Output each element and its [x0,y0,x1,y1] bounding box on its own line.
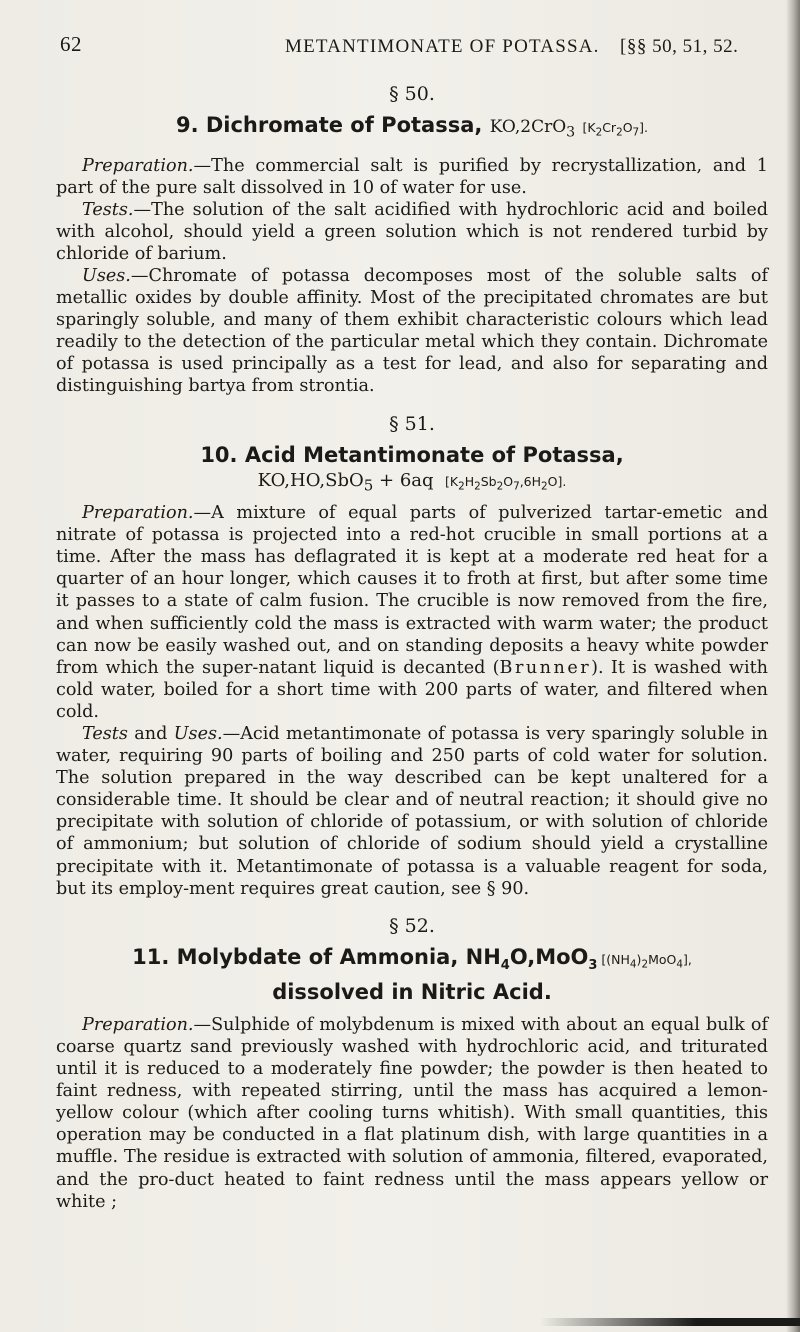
preparation-paragraph: Preparation.—A mixture of equal parts of pulverized tartar-emetic and nitrate of potassa is projected into a red-hot crucible in small portions at a time. After the mass has deflagrated it is kept at a moderate red heat for a quarter of an hour longer, which causes it to froth at first, but after some time it passes to a state of calm fusion. The crucible is now removed from the fire, and when sufficiently cold the mass is extracted with warm water; the product can now be easily washed out, and on standing deposits a heavy white powder from which the super-natant liquid is decanted (Brunner). It is washed with cold water, boiled for a short time with 200 parts of water, and filtered when cold. [56,503,768,722]
preparation-paragraph: Preparation.—Sulphide of molybdenum is mixed with about an equal bulk of coarse quartz sand previously washed with hydrochloric acid, and triturated until it is reduced to a moderately fine powder; the powder is then heated to faint redness, with repeated stirring, until the mass has acquired a lemon-yellow colour (which after cooling turns whitish). With small quantities, this operation may be conducted in a flat platinum dish, with large quantities in a muffle. The residue is extracted with solution of ammonia, filtered, evaporated, and the pro-duct heated to faint redness until the mass appears yellow or white ; [56,1014,768,1212]
section-number: § 52. [389,914,435,937]
preparation-paragraph: Preparation.—The commercial salt is purified by recrystallization, and 1 part of the pure salt dissolved in 10 of water for use. [56,155,768,198]
section-number: § 50. [389,83,435,105]
entry-heading: 10. Acid Metantimonate of Potassa, [200,442,624,467]
tests-uses-paragraph: Tests and Uses.—Acid metantimonate of potassa is very sparingly soluble in water, requiring 90 parts of boiling and 250 parts of cold water for solution. The solution prepared in the way described can be kept unaltered for a considerable time. It should be clear and of neutral reaction; it should give no precipitate with solution of chloride of potassium, or with solution of chloride of ammonium; but solution of chloride of sodium should yield a crystalline precipitate with it. Metantimonate of potassa is a valuable reagent for soda, but its employ-ment requires great caution, see § 90. [56,723,768,899]
tests-paragraph: Tests.—The solution of the salt acidified with hydrochloric acid and boiled with alcohol, should yield a green solution which is not rendered turbid by chloride of barium. [56,199,768,264]
page-edge-shadow [786,0,800,1332]
page-body [56,82,768,1213]
bottom-edge-mark [540,1318,800,1326]
page-number: 62 [60,32,82,56]
section-references: [§§ 50, 51, 52. [620,36,739,57]
section-number: § 51. [389,412,435,435]
uses-paragraph: Uses.—Chromate of potassa decomposes most of the soluble salts of metallic oxides by double affinity. Most of the precipitated chromates are but sparingly soluble, and many of them exhibit characteristic colours which lead readily to the detection of the particular metal which they contain. Dichromate of potassa is used principally as a test for lead, and also for separating and distinguishing bartya from strontia. [56,265,768,397]
entry-heading: 11. Molybdate of Ammonia, $NH_4O,MoO_3$ $[(NH_4)_2MoO_4]$, [132,944,692,973]
running-head [60,32,790,62]
entry-formula: KO,HO,SbO$_5$ + 6aq $[K_2H_2Sb_2O_7,6H_2O]$. [257,469,567,495]
entry-heading: 9. Dichromate of Potassa, KO,2CrO$_3$ $[K_2Cr_2O_7]$. [175,113,649,141]
entry-heading-line2: dissolved in Nitric Acid. [272,979,552,1004]
running-title: METANTIMONATE OF POTASSA. [285,36,600,57]
